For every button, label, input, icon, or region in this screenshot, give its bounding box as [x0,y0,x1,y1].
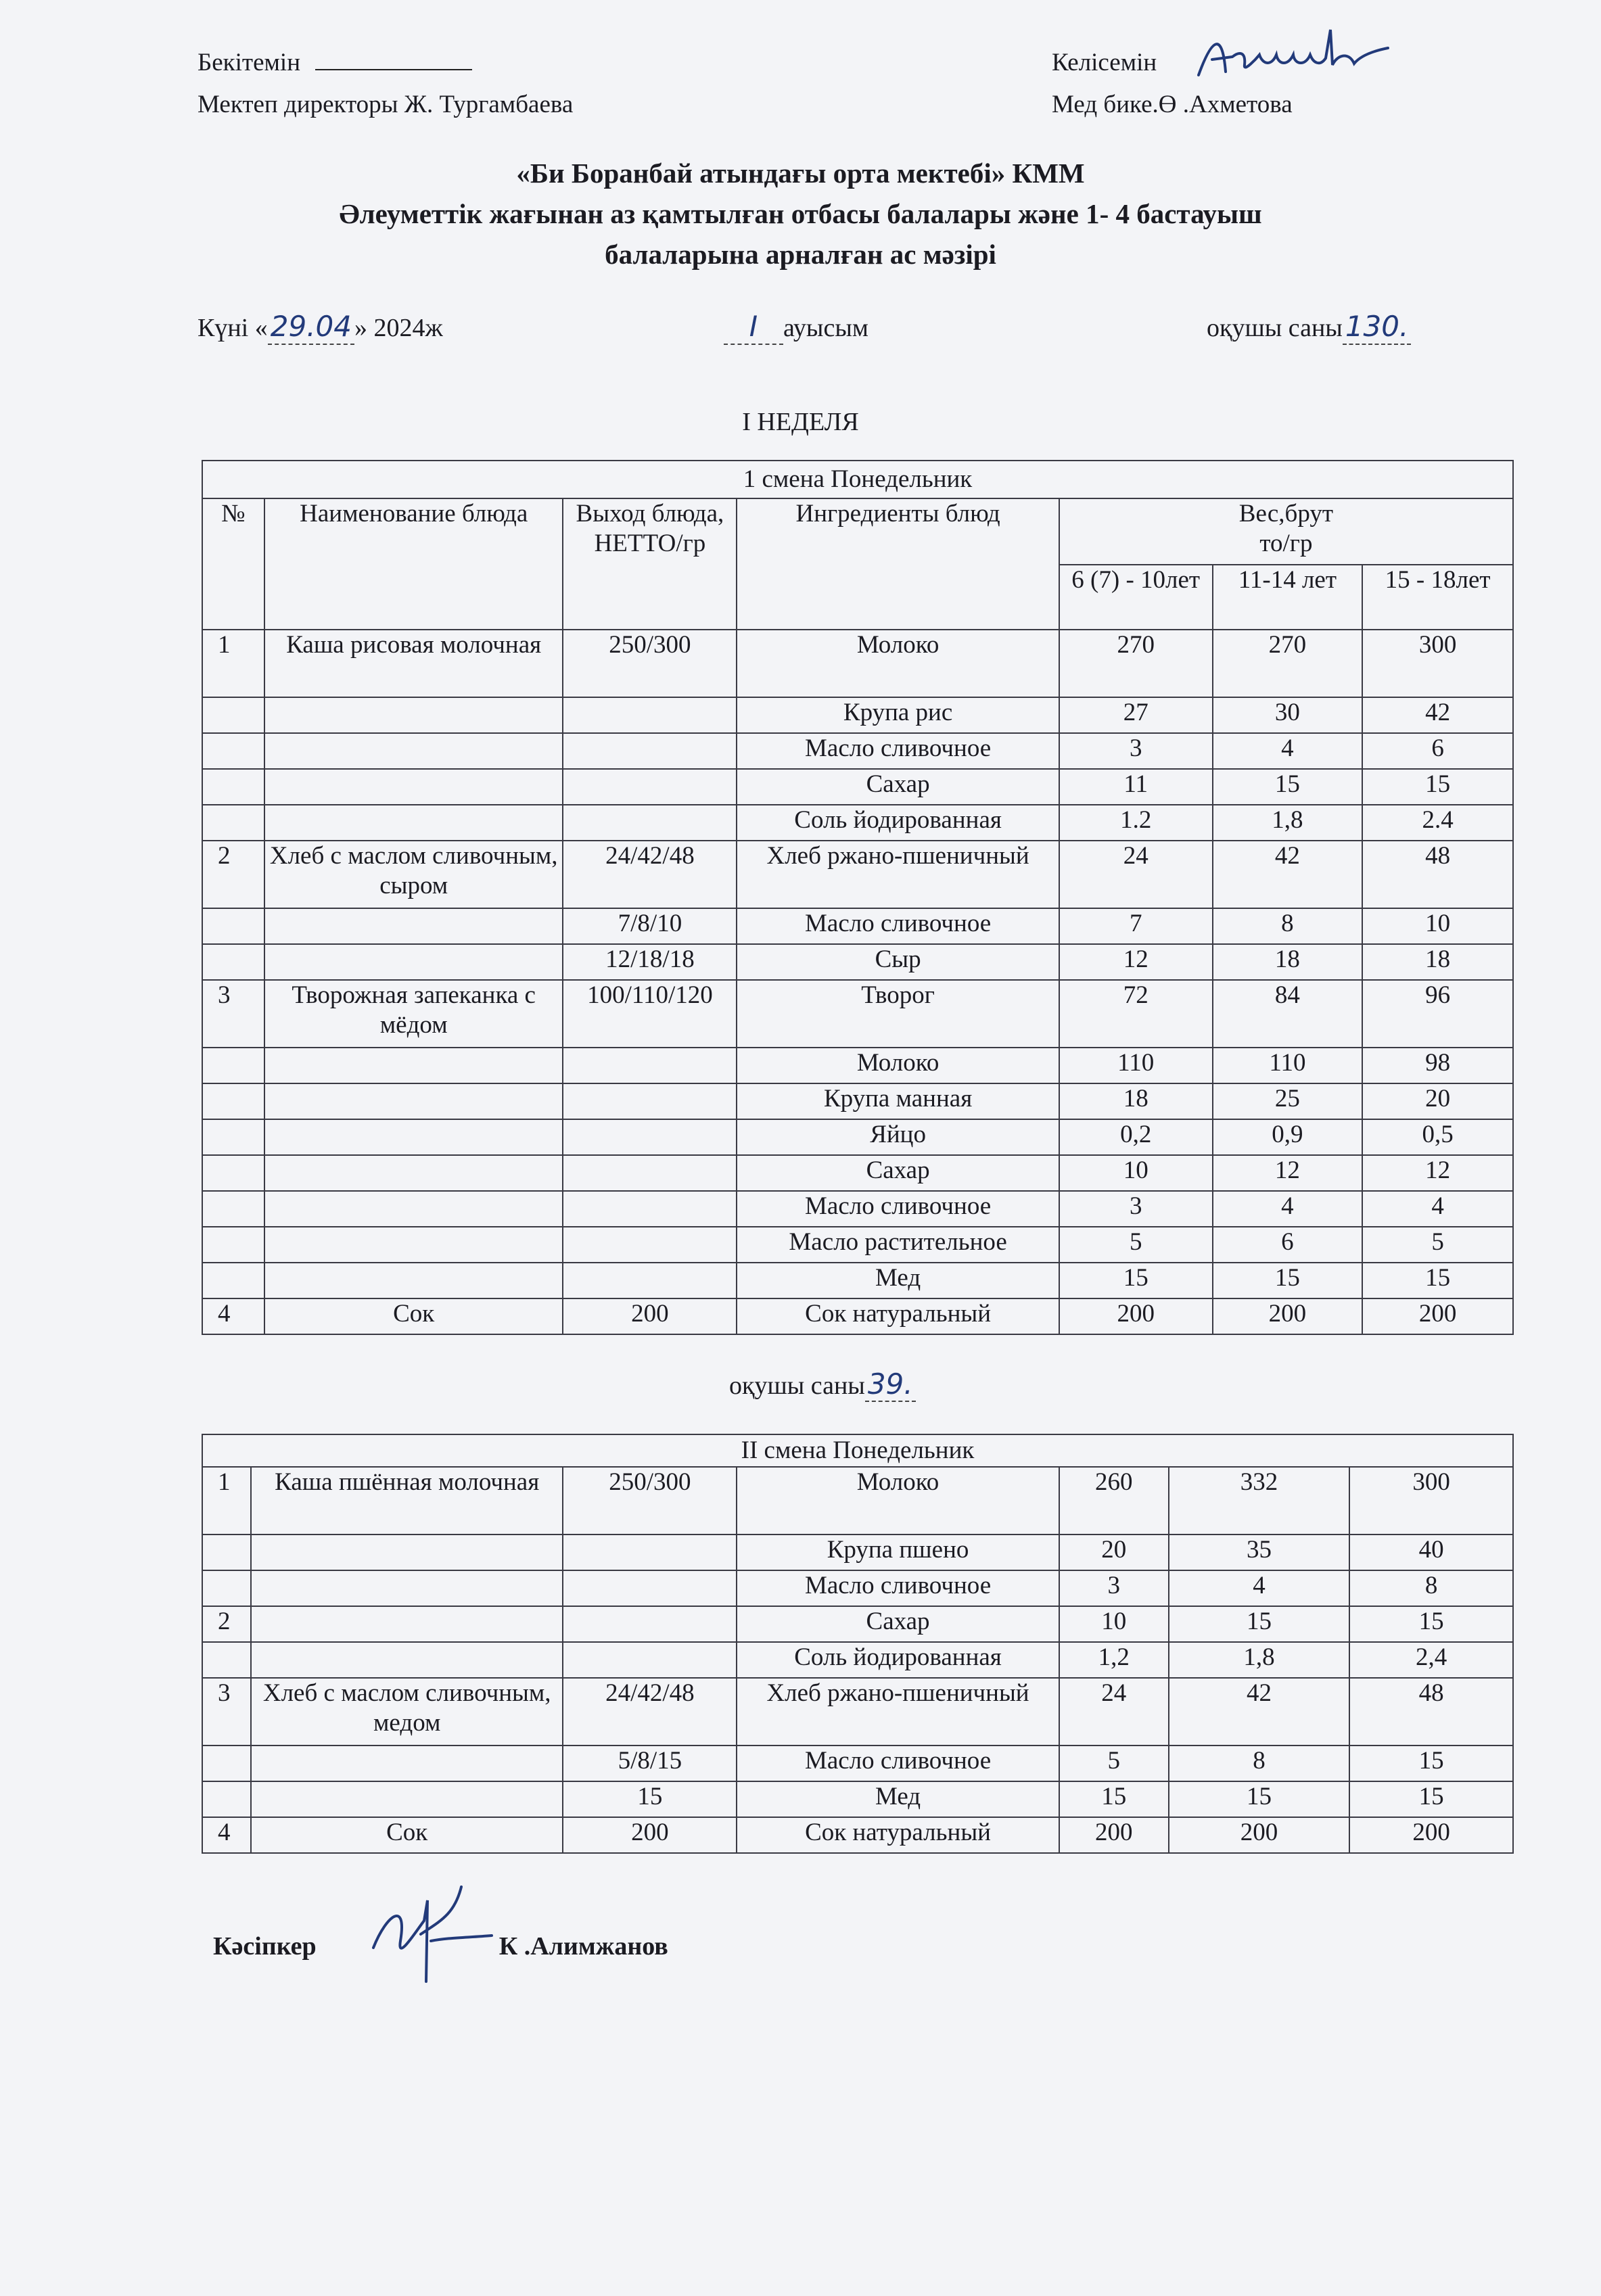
cell-ingredient: Мед [737,1781,1059,1817]
cell-ingredient: Масло сливочное [737,733,1059,769]
table-row [202,1083,1513,1119]
cell-weight-7-10: 0,2 [1059,1119,1213,1155]
cell-weight-7-10: 24 [1059,1678,1169,1746]
cell-ingredient: Сахар [737,1606,1059,1642]
cell-weight-15-18: 15 [1349,1746,1513,1781]
student-count-shift2 [729,1367,916,1402]
cell-weight-7-10: 20 [1059,1534,1169,1570]
cell-output [563,1048,737,1083]
table-row [202,1155,1513,1191]
cell-weight-15-18: 18 [1362,944,1513,980]
cell-ingredient: Масло сливочное [737,1746,1059,1781]
cell-dish: Хлеб с маслом сливочным, сыром [264,841,563,908]
cell-ingredient: Крупа рис [737,697,1059,733]
cell-output: 12/18/18 [563,944,737,980]
cell-ingredient: Крупа пшено [737,1534,1059,1570]
cell-number: 2 [202,841,264,908]
cell-output: 24/42/48 [563,1678,737,1746]
cell-weight-7-10: 200 [1059,1817,1169,1853]
table-row [202,1534,1513,1570]
cell-weight-11-14: 42 [1213,841,1363,908]
cell-dish: Каша пшённая молочная [251,1467,563,1534]
cell-number: 4 [202,1817,251,1853]
cell-weight-7-10: 5 [1059,1746,1169,1781]
cell-weight-7-10: 18 [1059,1083,1213,1119]
cell-weight-11-14: 4 [1169,1570,1350,1606]
cell-dish [251,1642,563,1678]
col-weight-header: Вес,брут то/гр [1059,498,1513,565]
cell-weight-7-10: 11 [1059,769,1213,805]
cell-output [563,1083,737,1119]
col-dish-header: Наименование блюда [264,498,563,630]
cell-number: 1 [202,630,264,697]
student-count-value: 130. [1343,310,1412,345]
cell-number [202,1227,264,1263]
cell-number: 3 [202,980,264,1048]
cell-weight-11-14: 15 [1213,769,1363,805]
menu-table-shift2 [202,1434,1514,1854]
table-row [202,1263,1513,1298]
cell-weight-15-18: 15 [1349,1606,1513,1642]
col-age-15-18-header: 15 - 18лет [1362,565,1513,630]
col-number-header: № [202,498,264,630]
table-row [202,1119,1513,1155]
cell-output [563,1642,737,1678]
shift-field [724,310,868,345]
shift2-caption: II смена Понедельник [202,1434,1513,1467]
cell-output [563,1263,737,1298]
cell-weight-15-18: 4 [1362,1191,1513,1227]
cell-output [563,1606,737,1642]
cell-ingredient: Масло растительное [737,1227,1059,1263]
cell-ingredient: Сахар [737,1155,1059,1191]
nurse-signature [1192,24,1395,85]
table-row [202,1606,1513,1642]
table-row [202,1227,1513,1263]
shift1-rows [202,630,1513,1334]
cell-ingredient: Молоко [737,1048,1059,1083]
nurse-name: Мед бике.Ө .Ахметова [1052,91,1293,118]
cell-number [202,1570,251,1606]
cell-weight-15-18: 5 [1362,1227,1513,1263]
menu-title-line2: Әлеуметтік жағынан аз қамтылған отбасы балалары және 1- 4 бастауыш [339,198,1262,229]
cell-weight-11-14: 84 [1213,980,1363,1048]
cell-ingredient: Молоко [737,630,1059,697]
cell-weight-7-10: 1,2 [1059,1642,1169,1678]
cell-weight-7-10: 3 [1059,1570,1169,1606]
cell-weight-11-14: 4 [1213,1191,1363,1227]
cell-dish [264,944,563,980]
cell-output [563,805,737,841]
cell-weight-15-18: 8 [1349,1570,1513,1606]
cell-weight-11-14: 200 [1213,1298,1363,1334]
table-row [202,1642,1513,1678]
cell-ingredient: Крупа манная [737,1083,1059,1119]
cell-number: 1 [202,1467,251,1534]
cell-dish [251,1534,563,1570]
entrepreneur-signature [360,1873,495,1995]
cell-dish [251,1570,563,1606]
table-row [202,1191,1513,1227]
table-row [202,1570,1513,1606]
table-row [202,1781,1513,1817]
agree-label: Келісемін [1052,49,1157,76]
student-count-shift2-value: 39. [865,1367,916,1402]
cell-number [202,1781,251,1817]
table-row [202,1817,1513,1853]
cell-dish [264,1119,563,1155]
cell-weight-15-18: 300 [1349,1467,1513,1534]
cell-ingredient: Сок натуральный [737,1817,1059,1853]
col-output-header: Выход блюда, НЕТТО/гр [563,498,737,630]
cell-ingredient: Масло сливочное [737,1570,1059,1606]
cell-weight-11-14: 8 [1213,908,1363,944]
cell-weight-15-18: 10 [1362,908,1513,944]
cell-weight-15-18: 0,5 [1362,1119,1513,1155]
cell-weight-11-14: 35 [1169,1534,1350,1570]
cell-weight-15-18: 48 [1362,841,1513,908]
cell-dish [264,697,563,733]
cell-weight-11-14: 15 [1213,1263,1363,1298]
cell-weight-15-18: 42 [1362,697,1513,733]
table-row [202,733,1513,769]
cell-weight-15-18: 40 [1349,1534,1513,1570]
cell-ingredient: Сок натуральный [737,1298,1059,1334]
cell-number [202,1191,264,1227]
cell-weight-11-14: 8 [1169,1746,1350,1781]
cell-ingredient: Сахар [737,769,1059,805]
table-row [202,1298,1513,1334]
table-row [202,944,1513,980]
cell-dish [264,733,563,769]
cell-output: 250/300 [563,1467,737,1534]
approval-block [198,42,573,126]
table-row [202,980,1513,1048]
cell-weight-11-14: 15 [1169,1781,1350,1817]
cell-dish: Хлеб с маслом сливочным, медом [251,1678,563,1746]
cell-number [202,1119,264,1155]
cell-output: 24/42/48 [563,841,737,908]
cell-dish [264,769,563,805]
cell-weight-11-14: 4 [1213,733,1363,769]
cell-dish: Сок [264,1298,563,1334]
shift2-rows [202,1467,1513,1853]
cell-weight-7-10: 15 [1059,1263,1213,1298]
cell-weight-15-18: 200 [1362,1298,1513,1334]
col-age-11-14-header: 11-14 лет [1213,565,1363,630]
cell-weight-7-10: 270 [1059,630,1213,697]
cell-number [202,697,264,733]
cell-weight-11-14: 0,9 [1213,1119,1363,1155]
table-row [202,908,1513,944]
cell-dish [264,1263,563,1298]
cell-ingredient: Мед [737,1263,1059,1298]
cell-weight-15-18: 6 [1362,733,1513,769]
cell-dish [264,908,563,944]
table-row [202,769,1513,805]
approve-label: Бекітемін [198,49,301,76]
cell-weight-15-18: 300 [1362,630,1513,697]
student-count-shift2-label: оқушы саны [729,1372,865,1400]
cell-output: 15 [563,1781,737,1817]
entrepreneur-label: Кәсіпкер [213,1932,317,1961]
approve-signature-line [315,49,472,70]
cell-number [202,1263,264,1298]
cell-dish: Каша рисовая молочная [264,630,563,697]
cell-number: 4 [202,1298,264,1334]
cell-number: 2 [202,1606,251,1642]
cell-number [202,1642,251,1678]
cell-weight-7-10: 3 [1059,733,1213,769]
cell-weight-7-10: 10 [1059,1155,1213,1191]
table-row [202,1678,1513,1746]
cell-weight-15-18: 98 [1362,1048,1513,1083]
cell-number [202,1155,264,1191]
cell-dish: Творожная запеканка с мёдом [264,980,563,1048]
cell-weight-11-14: 18 [1213,944,1363,980]
cell-weight-11-14: 15 [1169,1606,1350,1642]
cell-number [202,1048,264,1083]
cell-weight-7-10: 72 [1059,980,1213,1048]
shift-label: ауысым [783,314,868,342]
table-row [202,1746,1513,1781]
menu-title-line3: балаларына арналған ас мәзірі [605,239,996,270]
menu-table-shift1 [202,460,1514,1335]
cell-weight-7-10: 15 [1059,1781,1169,1817]
cell-dish [251,1606,563,1642]
entrepreneur-name: К .Алимжанов [498,1932,668,1961]
cell-output: 250/300 [563,630,737,697]
cell-ingredient: Яйцо [737,1119,1059,1155]
cell-weight-7-10: 260 [1059,1467,1169,1534]
cell-weight-11-14: 200 [1169,1817,1350,1853]
cell-ingredient: Соль йодированная [737,1642,1059,1678]
date-value: 29.04 [268,310,354,345]
cell-ingredient: Хлеб ржано-пшеничный [737,1678,1059,1746]
cell-ingredient: Молоко [737,1467,1059,1534]
school-title: «Би Боранбай атындағы орта мектебі» КММ [516,158,1085,189]
date-field: Күні «29.04 » 2024ж [198,310,443,345]
cell-output: 200 [563,1817,737,1853]
cell-dish [264,1083,563,1119]
cell-weight-11-14: 270 [1213,630,1363,697]
cell-output [563,1570,737,1606]
cell-number [202,944,264,980]
cell-dish: Сок [251,1817,563,1853]
cell-dish [264,1191,563,1227]
cell-weight-11-14: 1,8 [1213,805,1363,841]
cell-weight-15-18: 200 [1349,1817,1513,1853]
cell-weight-7-10: 12 [1059,944,1213,980]
cell-output: 5/8/15 [563,1746,737,1781]
cell-output: 200 [563,1298,737,1334]
cell-output [563,733,737,769]
cell-output: 100/110/120 [563,980,737,1048]
cell-weight-15-18: 96 [1362,980,1513,1048]
cell-weight-7-10: 27 [1059,697,1213,733]
cell-output [563,1191,737,1227]
cell-dish [264,1227,563,1263]
cell-weight-7-10: 1.2 [1059,805,1213,841]
table-row [202,630,1513,697]
cell-number [202,733,264,769]
cell-output [563,1155,737,1191]
cell-weight-7-10: 24 [1059,841,1213,908]
cell-dish [251,1746,563,1781]
cell-dish [264,1155,563,1191]
cell-dish [251,1781,563,1817]
cell-weight-11-14: 30 [1213,697,1363,733]
cell-weight-15-18: 15 [1362,1263,1513,1298]
cell-ingredient: Хлеб ржано-пшеничный [737,841,1059,908]
cell-weight-15-18: 2.4 [1362,805,1513,841]
cell-output [563,1227,737,1263]
table-row [202,1467,1513,1534]
cell-number [202,1746,251,1781]
cell-weight-15-18: 12 [1362,1155,1513,1191]
table-row [202,697,1513,733]
cell-weight-11-14: 42 [1169,1678,1350,1746]
table-row [202,841,1513,908]
cell-dish [264,805,563,841]
cell-weight-7-10: 10 [1059,1606,1169,1642]
col-ingredients-header: Ингредиенты блюд [737,498,1059,630]
cell-output: 7/8/10 [563,908,737,944]
cell-ingredient: Масло сливочное [737,1191,1059,1227]
cell-weight-15-18: 48 [1349,1678,1513,1746]
cell-weight-15-18: 20 [1362,1083,1513,1119]
cell-weight-7-10: 200 [1059,1298,1213,1334]
cell-weight-11-14: 6 [1213,1227,1363,1263]
cell-weight-15-18: 15 [1362,769,1513,805]
cell-ingredient: Масло сливочное [737,908,1059,944]
cell-number [202,908,264,944]
cell-number [202,1083,264,1119]
cell-dish [264,1048,563,1083]
cell-number [202,805,264,841]
cell-weight-7-10: 110 [1059,1048,1213,1083]
cell-output [563,697,737,733]
cell-weight-11-14: 25 [1213,1083,1363,1119]
shift-value: I [724,310,783,345]
student-count-field [1207,310,1411,345]
cell-weight-11-14: 332 [1169,1467,1350,1534]
cell-weight-11-14: 110 [1213,1048,1363,1083]
cell-weight-11-14: 12 [1213,1155,1363,1191]
table-row [202,1048,1513,1083]
cell-ingredient: Творог [737,980,1059,1048]
cell-ingredient: Соль йодированная [737,805,1059,841]
cell-weight-11-14: 1,8 [1169,1642,1350,1678]
cell-output [563,769,737,805]
cell-number [202,769,264,805]
cell-weight-7-10: 5 [1059,1227,1213,1263]
cell-weight-7-10: 3 [1059,1191,1213,1227]
cell-weight-15-18: 2,4 [1349,1642,1513,1678]
col-age-7-10-header: 6 (7) - 10лет [1059,565,1213,630]
table-row [202,805,1513,841]
student-count-label: оқушы саны [1207,314,1343,342]
cell-output [563,1119,737,1155]
shift1-caption: 1 смена Понедельник [202,461,1513,498]
cell-weight-15-18: 15 [1349,1781,1513,1817]
director-name: Мектеп директоры Ж. Тургамбаева [198,91,574,118]
cell-number: 3 [202,1678,251,1746]
week-label: I НЕДЕЛЯ [742,408,859,436]
cell-output [563,1534,737,1570]
cell-ingredient: Сыр [737,944,1059,980]
cell-weight-7-10: 7 [1059,908,1213,944]
cell-number [202,1534,251,1570]
